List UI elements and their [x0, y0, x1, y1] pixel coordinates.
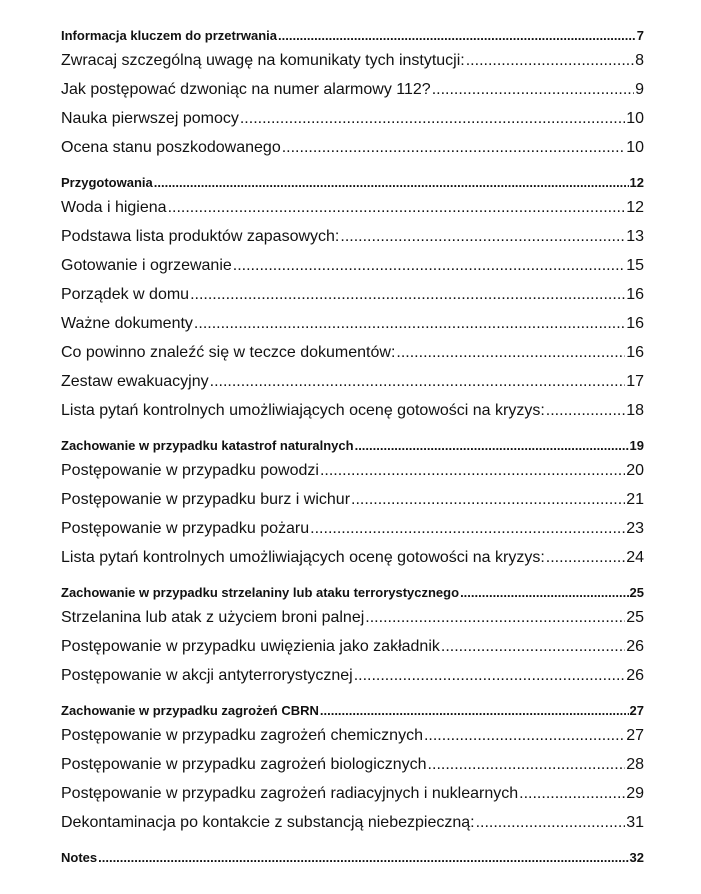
- toc-entry-title: Porządek w domu: [61, 286, 190, 303]
- toc-entry-title: Postępowanie w przypadku uwięzienia jako zakładnik: [61, 638, 440, 655]
- toc-entry-title: Co powinno znaleźć się w teczce dokumentów:: [61, 344, 396, 361]
- toc-entry-page-number: 28: [626, 756, 644, 773]
- toc-entry-page-number: 16: [626, 315, 644, 332]
- dot-leader: [190, 280, 625, 309]
- toc-entry[interactable]: [61, 632, 644, 661]
- toc-entry-page-number: 8: [635, 52, 644, 69]
- toc-entry[interactable]: [61, 721, 644, 750]
- toc-section-heading[interactable]: [61, 28, 644, 44]
- toc-entry-title: Postępowanie w przypadku burz i wichur: [61, 491, 351, 508]
- toc-entry-title: Postępowanie w przypadku powodzi: [61, 462, 319, 479]
- dot-leader: [428, 750, 626, 779]
- toc-entry[interactable]: [61, 485, 644, 514]
- toc-section-heading-page-number: 12: [629, 175, 644, 190]
- toc-entry[interactable]: [61, 75, 644, 104]
- toc-entry[interactable]: [61, 133, 644, 162]
- dot-leader: [320, 703, 629, 719]
- toc-entry[interactable]: [61, 104, 644, 133]
- dot-leader: [441, 632, 625, 661]
- toc-entry-page-number: 26: [626, 667, 644, 684]
- dot-leader: [320, 456, 625, 485]
- toc-entry[interactable]: [61, 193, 644, 222]
- toc-entry-title: Postępowanie w przypadku zagrożeń radiacyjnych i nuklearnych: [61, 785, 519, 802]
- toc-entry-page-number: 21: [626, 491, 644, 508]
- toc-section-heading-title: Informacja kluczem do przetrwania: [61, 28, 278, 43]
- toc-entry[interactable]: [61, 222, 644, 251]
- dot-leader: [396, 338, 625, 367]
- toc-entry[interactable]: [61, 808, 644, 837]
- toc-entry-title: Ważne dokumenty: [61, 315, 193, 332]
- toc-entry-title: Postępowanie w przypadku zagrożeń chemicznych: [61, 727, 423, 744]
- toc-entry-title: Podstawa lista produktów zapasowych:: [61, 228, 340, 245]
- dot-leader: [168, 193, 626, 222]
- toc-section-heading-title: Zachowanie w przypadku zagrożeń CBRN: [61, 703, 319, 718]
- toc-entry-page-number: 10: [626, 110, 644, 127]
- toc-entry-page-number: 27: [626, 727, 644, 744]
- dot-leader: [240, 104, 625, 133]
- dot-leader: [546, 396, 625, 425]
- dot-leader: [278, 28, 636, 44]
- toc-entry-page-number: 26: [626, 638, 644, 655]
- toc-entry[interactable]: [61, 543, 644, 572]
- toc-entry-title: Gotowanie i ogrzewanie: [61, 257, 232, 274]
- toc-entry-page-number: 29: [626, 785, 644, 802]
- dot-leader: [154, 175, 629, 191]
- toc-entry[interactable]: [61, 367, 644, 396]
- toc-section-heading[interactable]: [61, 585, 644, 601]
- toc-section-heading[interactable]: [61, 438, 644, 454]
- toc-entry[interactable]: [61, 750, 644, 779]
- dot-leader: [98, 850, 628, 866]
- toc-section-heading[interactable]: [61, 175, 644, 191]
- dot-leader: [365, 603, 625, 632]
- toc-entry[interactable]: [61, 251, 644, 280]
- toc-section-heading-page-number: 7: [636, 28, 644, 43]
- toc-entry-page-number: 9: [635, 81, 644, 98]
- toc-section-heading-title: Zachowanie w przypadku strzelaniny lub ataku terrorystycznego: [61, 585, 460, 600]
- toc-entry[interactable]: [61, 661, 644, 690]
- toc-section-heading-title: Zachowanie w przypadku katastrof naturalnych: [61, 438, 354, 453]
- toc-entry[interactable]: [61, 514, 644, 543]
- dot-leader: [354, 661, 626, 690]
- toc-entry-page-number: 12: [626, 199, 644, 216]
- toc-entry-page-number: 24: [626, 549, 644, 566]
- toc-entry-title: Lista pytań kontrolnych umożliwiających ocenę gotowości na kryzys:: [61, 402, 545, 419]
- toc-entry-page-number: 23: [626, 520, 644, 537]
- dot-leader: [355, 438, 629, 454]
- toc-entry-page-number: 16: [626, 344, 644, 361]
- dot-leader: [310, 514, 625, 543]
- toc-section-heading-title: Przygotowania: [61, 175, 153, 190]
- dot-leader: [210, 367, 626, 396]
- toc-entry[interactable]: [61, 456, 644, 485]
- dot-leader: [424, 721, 625, 750]
- toc-entry-title: Strzelanina lub atak z użyciem broni palnej: [61, 609, 365, 626]
- dot-leader: [194, 309, 625, 338]
- table-of-contents: [61, 28, 644, 866]
- toc-section-heading-page-number: 32: [629, 850, 644, 865]
- dot-leader: [351, 485, 625, 514]
- dot-leader: [466, 46, 634, 75]
- toc-entry[interactable]: [61, 309, 644, 338]
- toc-entry-title: Postępowanie w przypadku pożaru: [61, 520, 310, 537]
- toc-section-heading[interactable]: [61, 850, 644, 866]
- dot-leader: [432, 75, 634, 104]
- toc-section-heading-page-number: 19: [629, 438, 644, 453]
- dot-leader: [460, 585, 628, 601]
- toc-entry[interactable]: [61, 779, 644, 808]
- toc-entry-title: Dekontaminacja po kontakcie z substancją niebezpieczną:: [61, 814, 475, 831]
- toc-entry[interactable]: [61, 396, 644, 425]
- dot-leader: [233, 251, 625, 280]
- toc-section-heading[interactable]: [61, 703, 644, 719]
- toc-entry[interactable]: [61, 280, 644, 309]
- toc-entry-page-number: 18: [626, 402, 644, 419]
- toc-entry[interactable]: [61, 338, 644, 367]
- toc-entry[interactable]: [61, 603, 644, 632]
- toc-entry-title: Postępowanie w przypadku zagrożeń biologicznych: [61, 756, 427, 773]
- toc-entry-page-number: 16: [626, 286, 644, 303]
- dot-leader: [476, 808, 626, 837]
- toc-entry-title: Postępowanie w akcji antyterrorystycznej: [61, 667, 353, 684]
- toc-entry-title: Nauka pierwszej pomocy: [61, 110, 239, 127]
- dot-leader: [546, 543, 625, 572]
- toc-entry[interactable]: [61, 46, 644, 75]
- toc-entry-page-number: 13: [626, 228, 644, 245]
- toc-entry-title: Ocena stanu poszkodowanego: [61, 139, 281, 156]
- toc-entry-page-number: 31: [626, 814, 644, 831]
- toc-section-heading-title: Notes: [61, 850, 98, 865]
- dot-leader: [340, 222, 625, 251]
- toc-entry-title: Lista pytań kontrolnych umożliwiających ocenę gotowości na kryzys:: [61, 549, 545, 566]
- toc-section-heading-page-number: 27: [629, 703, 644, 718]
- toc-entry-title: Zwracaj szczególną uwagę na komunikaty tych instytucji:: [61, 52, 465, 69]
- toc-entry-page-number: 10: [626, 139, 644, 156]
- toc-section-heading-page-number: 25: [629, 585, 644, 600]
- dot-leader: [519, 779, 625, 808]
- toc-entry-page-number: 20: [626, 462, 644, 479]
- toc-entry-page-number: 15: [626, 257, 644, 274]
- toc-entry-title: Zestaw ewakuacyjny: [61, 373, 209, 390]
- toc-entry-page-number: 17: [626, 373, 644, 390]
- toc-entry-page-number: 25: [626, 609, 644, 626]
- dot-leader: [282, 133, 625, 162]
- toc-entry-title: Jak postępować dzwoniąc na numer alarmowy 112?: [61, 81, 431, 98]
- toc-entry-title: Woda i higiena: [61, 199, 167, 216]
